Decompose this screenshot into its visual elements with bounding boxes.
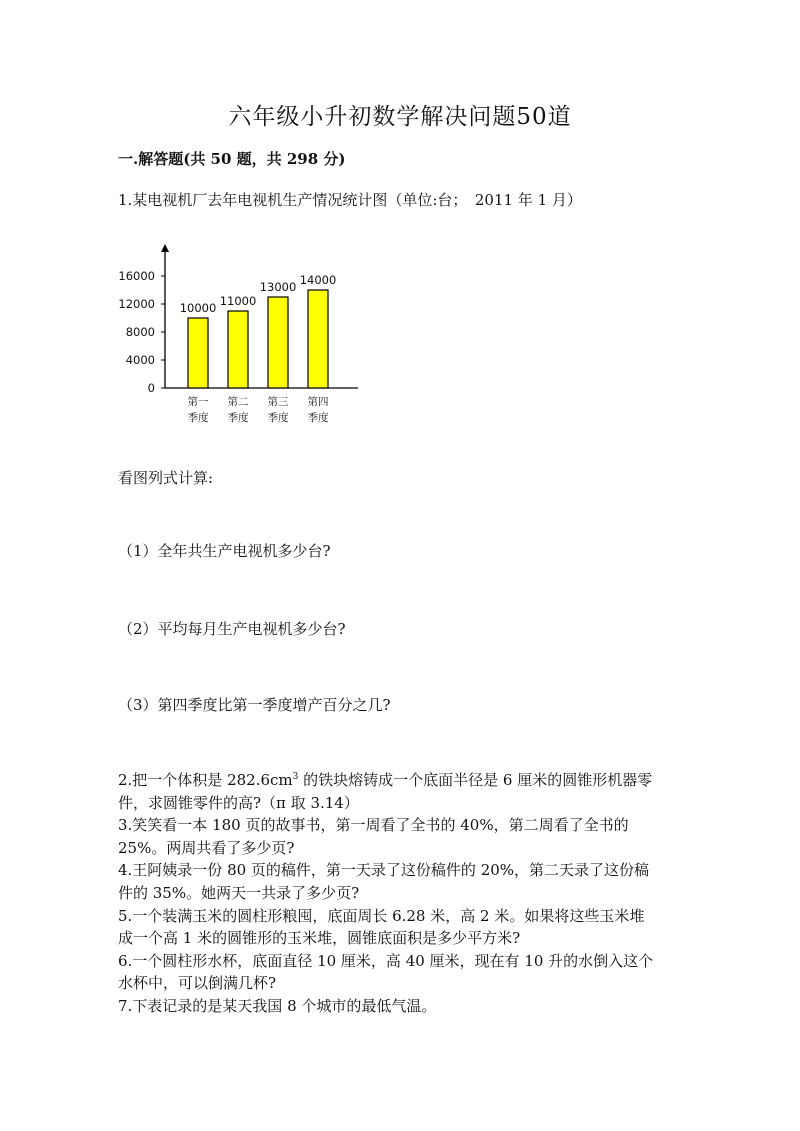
- question-1-sub-1: （1）全年共生产电视机多少台?: [118, 542, 331, 560]
- x-category-label: 季度: [267, 412, 289, 424]
- problem-6-line-2: 水杯中，可以倒满几杯?: [118, 974, 277, 993]
- bar: [188, 318, 208, 388]
- x-category-label: 第三: [267, 396, 289, 408]
- y-tick-label: 16000: [118, 269, 155, 283]
- bar: [308, 290, 328, 388]
- bar: [228, 311, 248, 388]
- problem-7-line-1: 7.下表记录的是某天我国 8 个城市的最低气温。: [118, 996, 437, 1015]
- section-heading: 一.解答题(共 50 题，共 298 分): [118, 150, 346, 168]
- question-1-sub-2: （2）平均每月生产电视机多少台?: [118, 620, 346, 638]
- x-category-label: 季度: [187, 412, 209, 424]
- bar-value-label: 14000: [299, 273, 337, 287]
- x-category-label: 第四: [307, 396, 329, 408]
- x-category-label: 季度: [227, 412, 249, 424]
- x-category-label: 季度: [307, 412, 329, 424]
- question-1-prompt: 看图列式计算:: [118, 469, 214, 487]
- bar-value-label: 11000: [219, 294, 257, 308]
- bar: [268, 297, 288, 388]
- problem-2-text-a: 2.把一个体积是 282.6cm: [118, 771, 293, 789]
- problem-5-line-2: 成一个高 1 米的圆锥形的玉米堆，圆锥底面积是多少平方米?: [118, 929, 521, 948]
- bar-value-label: 10000: [179, 301, 217, 315]
- y-tick-label: 12000: [118, 297, 155, 311]
- y-tick-label: 0: [147, 381, 155, 395]
- problem-3-line-1: 3.笑笑看一本 180 页的故事书，第一周看了全书的 40%，第二周看了全书的: [118, 816, 629, 835]
- page-title: 六年级小升初数学解决问题50道: [228, 104, 572, 130]
- bar-chart: [110, 238, 370, 434]
- problem-4-line-2: 件的 35%。她两天一共录了多少页?: [118, 883, 360, 902]
- cubic-superscript: 3: [292, 772, 299, 782]
- problem-list: [118, 769, 688, 1018]
- problem-2-line-2: 件，求圆锥零件的高?（π 取 3.14）: [118, 793, 359, 812]
- problem-4-line-1: 4.王阿姨录一份 80 页的稿件，第一天录了这份稿件的 20%，第二天录了这份稿: [118, 861, 650, 880]
- problem-2-line-1: [118, 769, 688, 792]
- bar-value-label: 13000: [259, 280, 297, 294]
- problem-2-text-b: 的铁块熔铸成一个底面半径是 6 厘米的圆锥形机器零: [298, 771, 653, 789]
- question-1-text: 1.某电视机厂去年电视机生产情况统计图（单位:台； 2011 年 1 月）: [118, 191, 582, 209]
- question-1-sub-3: （3）第四季度比第一季度增产百分之几?: [118, 696, 391, 714]
- x-category-label: 第一: [187, 396, 209, 408]
- y-axis-arrow: [161, 244, 169, 252]
- x-category-label: 第二: [227, 396, 249, 408]
- y-tick-label: 8000: [125, 325, 155, 339]
- problem-3-line-2: 25%。两周共看了多少页?: [118, 838, 295, 857]
- problem-6-line-1: 6.一个圆柱形水杯，底面直径 10 厘米，高 40 厘米，现在有 10 升的水倒入这个: [118, 951, 654, 970]
- problem-5-line-1: 5.一个装满玉米的圆柱形粮囤，底面周长 6.28 米，高 2 米。如果将这些玉米堆: [118, 906, 645, 925]
- y-tick-label: 4000: [125, 353, 155, 367]
